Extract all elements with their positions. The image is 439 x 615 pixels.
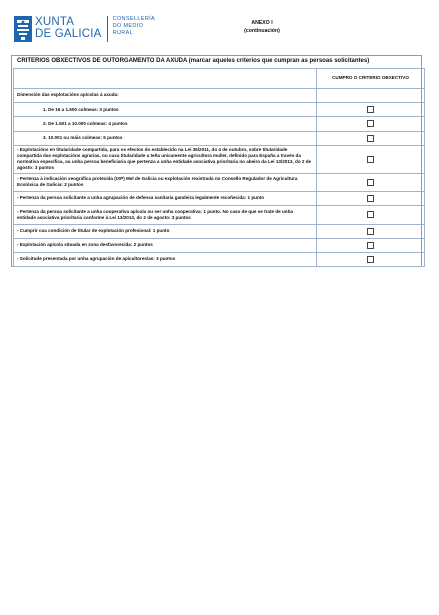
table-row	[14, 131, 425, 145]
conselleria-line2: DO MEDIO	[112, 23, 144, 29]
criterion-checkbox[interactable]	[367, 228, 374, 235]
table-row	[14, 238, 425, 252]
criterion-checkbox-cell	[317, 131, 425, 145]
logo-line1: XUNTA	[35, 16, 75, 28]
annex-title: ANEXO I	[251, 20, 273, 26]
criterion-checkbox-cell	[317, 252, 425, 266]
table-row	[14, 206, 425, 224]
column-header: CUMPRO O CRITERIO OBXECTIVO	[317, 69, 425, 89]
logo-divider	[107, 16, 108, 42]
criterion-text: - Explotacións en titularidade compartida, para os efectos do establecido na Lei 35/2011, do 4 de outubro, sobre titularidade compartida das explotacións agrarias, ou cuxa titularidade a teña unicamente agricultora muller, definido para España a través da normativa específica, ou unha persoa beneficiaria que pertenza a unha entidade asociativa prioritaria no abeiro da Lei 13/2013, do 2 de agosto: 3 puntos	[14, 145, 317, 173]
criterion-text: - Pertenza da persoa solicitante a unha agrupación de defensa sanitaria gandeira legalmente recoñecida: 1 punto	[14, 191, 317, 205]
table-row	[14, 252, 425, 266]
criterion-text: - Explotación apícola situada en zona desfavorecida: 2 puntos	[14, 238, 317, 252]
criterion-checkbox[interactable]	[367, 195, 374, 202]
criteria-table	[13, 68, 425, 267]
page-header	[14, 16, 426, 50]
criterion-text: - Pertenza á indicación xeográfica protexida (IXP) Mel de Galicia ou explotación rexistrada no Consello Regulador de Agricultura Ecolóxica de Galicia: 2 puntos	[14, 173, 317, 191]
table-header-row	[14, 69, 425, 89]
criterion-checkbox-cell	[317, 103, 425, 117]
conselleria-line1: CONSELLERÍA	[112, 16, 156, 22]
criterion-text: 3. 10.001 ou máis colmeas: 5 puntos	[14, 131, 317, 145]
criterion-checkbox[interactable]	[367, 242, 374, 249]
table-row	[14, 145, 425, 173]
criterion-checkbox[interactable]	[367, 120, 374, 127]
criterion-checkbox-cell	[317, 191, 425, 205]
criterion-checkbox-cell	[317, 145, 425, 173]
criterion-checkbox-cell	[317, 206, 425, 224]
criterion-checkbox-cell	[317, 117, 425, 131]
criterion-text: 1. De 16 a 1.500 colmeas: 3 puntos	[14, 103, 317, 117]
criterion-checkbox[interactable]	[367, 211, 374, 218]
criterion-checkbox[interactable]	[367, 179, 374, 186]
table-row	[14, 103, 425, 117]
criterion-checkbox[interactable]	[367, 156, 374, 163]
criterion-checkbox-cell	[317, 224, 425, 238]
table-row	[14, 173, 425, 191]
criterion-checkbox-cell	[317, 173, 425, 191]
annex-heading	[242, 20, 282, 35]
conselleria-line3: RURAL	[112, 30, 134, 36]
criterion-checkbox-cell	[317, 89, 425, 103]
annex-subtitle: (continuación)	[244, 27, 280, 34]
table-row	[14, 224, 425, 238]
xunta-logo	[14, 16, 155, 42]
criterion-text: - Solicitude presentada por unha agrupación de apicultores/as: 3 puntos	[14, 252, 317, 266]
criterion-checkbox[interactable]	[367, 135, 374, 142]
criterion-text: 2. De 1.501 a 10.000 colmeas: 4 puntos	[14, 117, 317, 131]
galicia-emblem-icon	[14, 16, 32, 42]
criterion-checkbox[interactable]	[367, 256, 374, 263]
table-row	[14, 89, 425, 103]
logo-line2: DE GALICIA	[35, 28, 102, 40]
criterion-checkbox[interactable]	[367, 106, 374, 113]
form-title: CRITERIOS OBXECTIVOS DE OUTORGAMENTO DA AXUDA (marcar aqueles criterios que cumpran as persoas solicitantes)	[17, 58, 370, 64]
criterion-text: - Pertenza da persoa solicitante a unha cooperativa apícola ou ser unha cooperativa: 1 punto. No caso de que se trate de unha entidade asociativa prioritaria conforme á Lei 13/2013, do 2 de agosto: 3 puntos	[14, 206, 317, 224]
table-row	[14, 191, 425, 205]
table-row	[14, 117, 425, 131]
header-empty-cell	[14, 69, 317, 89]
criterion-checkbox-cell	[317, 238, 425, 252]
criterion-text: Dimensión das explotacións apícolas á axuda:	[14, 89, 317, 103]
criterion-text: - Cumprir coa condición de titular de explotación profesional: 1 punto	[14, 224, 317, 238]
